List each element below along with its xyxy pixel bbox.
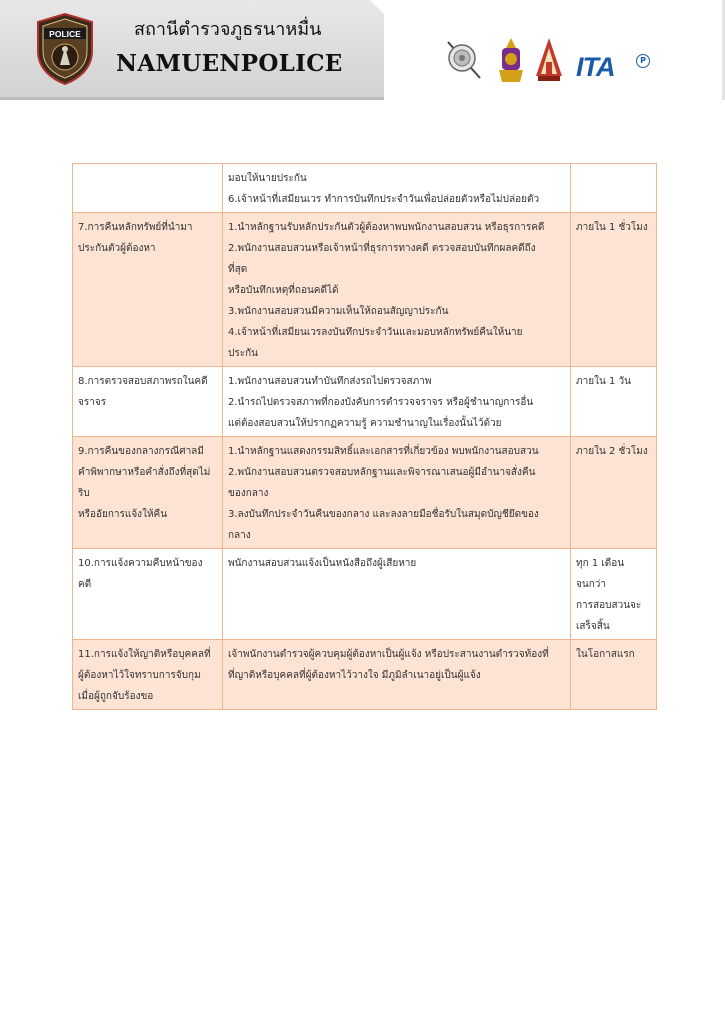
service-cell [73,437,223,549]
cell-line: การสอบสวนจะ [576,600,642,611]
duration-cell [571,437,657,549]
cell-line: ผู้ต้องหาไว้ใจทราบการจับกุม [78,670,201,681]
duration-cell [571,367,657,437]
service-cell [73,367,223,437]
steps-cell [223,640,571,710]
table-row [73,164,657,213]
cell-line: 9.การคืนของกลางกรณีศาลมี [78,446,204,457]
cell-line: 2.นำรถไปตรวจสภาพที่กองบังคับการตำรวจจราจร หรือผู้ชำนาญการอื่น [228,397,534,408]
cell-line: ในโอกาสแรก [576,649,635,660]
cell-line: 1.นำหลักฐานรับหลักประกันตัวผู้ต้องหาพบพนักงานสอบสวน หรือธุรการคดี [228,222,545,233]
service-cell [73,164,223,213]
cell-line: 7.การคืนหลักทรัพย์ที่นำมา [78,222,193,233]
cell-line: เมื่อผู้ถูกจับร้องขอ [78,691,154,702]
cell-line: จนกว่า [576,579,606,590]
duration-cell [571,213,657,367]
duration-cell [571,164,657,213]
service-cell [73,213,223,367]
cell-line: แต่ต้องสอบสวนให้ปรากฏความรู้ ความชำนาญในเรื่องนั้นไว้ด้วย [228,418,502,429]
itax-registered-mark: P [636,54,650,68]
cell-line: เสร็จสิ้น [576,621,610,632]
cell-line: 8.การตรวจสอบสภาพรถในคดี [78,376,208,387]
cell-line: ภายใน 1 ชั่วโมง [576,222,648,233]
steps-cell [223,213,571,367]
temple-emblem-icon [534,36,564,84]
scales-emblem-icon [440,36,486,84]
table-row [73,640,657,710]
cell-line: พนักงานสอบสวนแจ้งเป็นหนังสือถึงผู้เสียหาย [228,558,417,569]
cell-line: ทุก 1 เดือน [576,558,625,569]
cell-line: 3.พนักงานสอบสวนมีความเห็นให้ถอนสัญญาประกัน [228,306,449,317]
cell-line: ประกันตัวผู้ต้องหา [78,243,156,254]
cell-line: ภายใน 1 วัน [576,376,631,387]
table-row [73,437,657,549]
cell-line: 2.พนักงานสอบสวนหรือเจ้าหน้าที่ธุรการทางคดี ตรวจสอบบันทึกผลคดีถึง [228,243,536,254]
cell-line: 1.พนักงานสอบสวนทำบันทึกส่งรถไปตรวจสภาพ [228,376,432,387]
steps-cell [223,549,571,640]
table-row [73,367,657,437]
service-cell [73,640,223,710]
itax-logo-text: ITA [576,52,615,82]
cell-line: ของกลาง [228,488,269,499]
cell-line: 3.ลงบันทึกประจำวันคืนของกลาง และลงลายมือชื่อรับในสมุดบัญชียึดของ [228,509,539,520]
cell-line: คำพิพากษาหรือคำสั่งถึงที่สุดไม่ [78,467,211,478]
station-thai-title: สถานีตำรวจภูธรนาหมื่น [134,19,322,40]
header-shadow [0,97,384,100]
royal-crest-icon [496,36,526,84]
cell-line: ภายใน 2 ชั่วโมง [576,446,648,457]
cell-line: 6.เจ้าหน้าที่เสมียนเวร ทำการบันทึกประจำวันเพื่อปล่อยตัวหรือไม่ปล่อยตัว [228,194,540,205]
cell-line: คดี [78,579,92,590]
cell-line: จราจร [78,397,107,408]
station-english-title: NAMUENPOLICE [116,50,343,77]
cell-line: ริบ [78,488,90,499]
police-badge-logo [34,13,96,85]
cell-line: กลาง [228,530,251,541]
cell-line: 4.เจ้าหน้าที่เสมียนเวรลงบันทึกประจำวันและมอบหลักทรัพย์คืนให้นาย [228,327,523,338]
cell-line: เจ้าพนักงานตำรวจผู้ควบคุมผู้ต้องหาเป็นผู้แจ้ง หรือประสานงานตำรวจท้องที่ [228,649,549,660]
cell-line: มอบให้นายประกัน [228,173,307,184]
cell-line: ที่สุด [228,264,248,275]
service-cell [73,549,223,640]
badge-text: POLICE [49,29,81,39]
cell-line: ประกัน [228,348,258,359]
steps-cell [223,164,571,213]
table-row [73,213,657,367]
cell-line: 10.การแจ้งความคืบหน้าของ [78,558,203,569]
cell-line: 1.นำหลักฐานแสดงกรรมสิทธิ์และเอกสารที่เกี่ยวข้อง พบพนักงานสอบสวน [228,446,539,457]
cell-line: หรืออัยการแจ้งให้คืน [78,509,168,520]
duration-cell [571,640,657,710]
cell-line: ที่ญาติหรือบุคคลที่ผู้ต้องหาไว้วางใจ มีภูมิลำเนาอยู่เป็นผู้แจ้ง [228,670,481,681]
steps-cell [223,437,571,549]
cell-line: 2.พนักงานสอบสวนตรวจสอบหลักฐานและพิจารณาเสนอผู้มีอำนาจสั่งคืน [228,467,536,478]
service-table [72,163,657,710]
duration-cell [571,549,657,640]
table-row [73,549,657,640]
cell-line: 11.การแจ้งให้ญาติหรือบุคคลที่ [78,649,211,660]
steps-cell [223,367,571,437]
cell-line: หรือบันทึกเหตุที่ถอนคดีได้ [228,285,339,296]
